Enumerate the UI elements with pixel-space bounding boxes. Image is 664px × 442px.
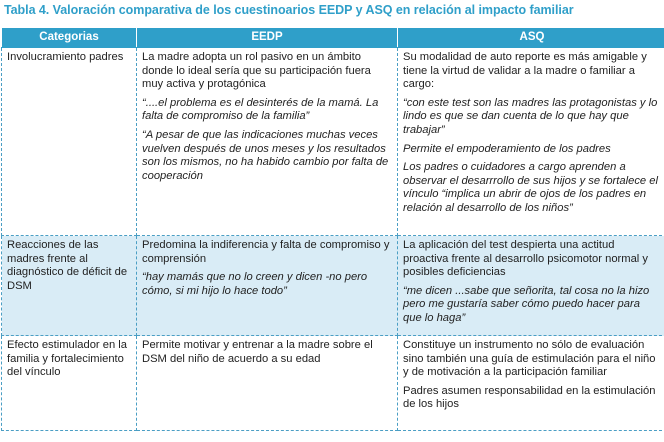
cell-quote: “....el problema es el desinterés de la mamá. La falta de compromiso de la familia” xyxy=(142,96,379,123)
eedp-cell xyxy=(137,48,398,236)
comparison-table xyxy=(1,27,664,431)
header-categorias: Categorias xyxy=(2,28,137,48)
cell-paragraph: Constituye un instrumento no sólo de evaluación sino también una guía de estimulación para el niño y de motivación a la participación familiar xyxy=(403,339,656,379)
cell-quote: Los padres o cuidadores a cargo aprenden a observar el desarrrollo de sus hijos y se fortalece el vínculo “implica un abrir de ojos de los padres en relación al desarrollo de los niños” xyxy=(403,161,658,214)
cell-paragraph: La aplicación del test despierta una actitud proactiva frente al desarrollo psicomotor normal y posibles deficiencias xyxy=(403,239,648,279)
cell-quote: “hay mamás que no lo creen y dicen -no pero cómo, si mi hijo lo hace todo” xyxy=(142,271,368,297)
header-eedp: EEDP xyxy=(137,28,398,48)
cell-quote: “A pesar de que las indicaciones muchas veces vuelven después de unos meses y los resultados son los mismos, no ha habido cambio por falta de cooperación xyxy=(142,128,389,182)
table-title: Tabla 4. Valoración comparativa de los cuestinoarios EEDP y ASQ en relación al impacto familiar xyxy=(4,3,574,17)
cell-paragraph: Padres asumen responsabilidad en la estimulación de los hijos xyxy=(403,384,656,411)
cell-paragraph: Su modalidad de auto reporte es más amigable y tiene la virtud de validar a la madre o familiar a cargo: xyxy=(403,51,647,91)
eedp-cell xyxy=(137,236,398,336)
cell-paragraph: La madre adopta un rol pasivo en un ámbito donde lo ideal sería que su participación fuera muy activa y protagónica xyxy=(142,51,371,91)
table-row xyxy=(2,236,664,336)
cell-paragraph: Predomina la indiferencia y falta de compromiso y comprensión xyxy=(142,239,390,265)
cell-paragraph: Permite motivar y entrenar a la madre sobre el DSM del niño de acuerdo a su edad xyxy=(142,339,373,365)
category-cell: Involucramiento padres xyxy=(2,48,137,236)
header-row xyxy=(2,28,664,48)
table-row xyxy=(2,48,664,236)
eedp-cell xyxy=(137,336,398,431)
asq-cell xyxy=(398,236,664,336)
table-row xyxy=(2,336,664,431)
header-asq: ASQ xyxy=(398,28,664,48)
category-cell: Reacciones de las madres frente al diagnóstico de déficit de DSM xyxy=(2,236,137,336)
category-cell: Efecto estimulador en la familia y fortalecimiento del vínculo xyxy=(2,336,137,431)
cell-quote: Permite el empoderamiento de los padres xyxy=(403,142,611,155)
asq-cell xyxy=(398,48,664,236)
asq-cell xyxy=(398,336,664,431)
cell-quote: “con este test son las madres las protagonistas y lo lindo es que se dan cuenta de lo que hay que trabajar” xyxy=(403,96,658,136)
cell-quote: “me dicen ...sabe que señorita, tal cosa no la hizo pero me gustaría saber cómo puedo hacer para que lo haga” xyxy=(403,284,650,324)
